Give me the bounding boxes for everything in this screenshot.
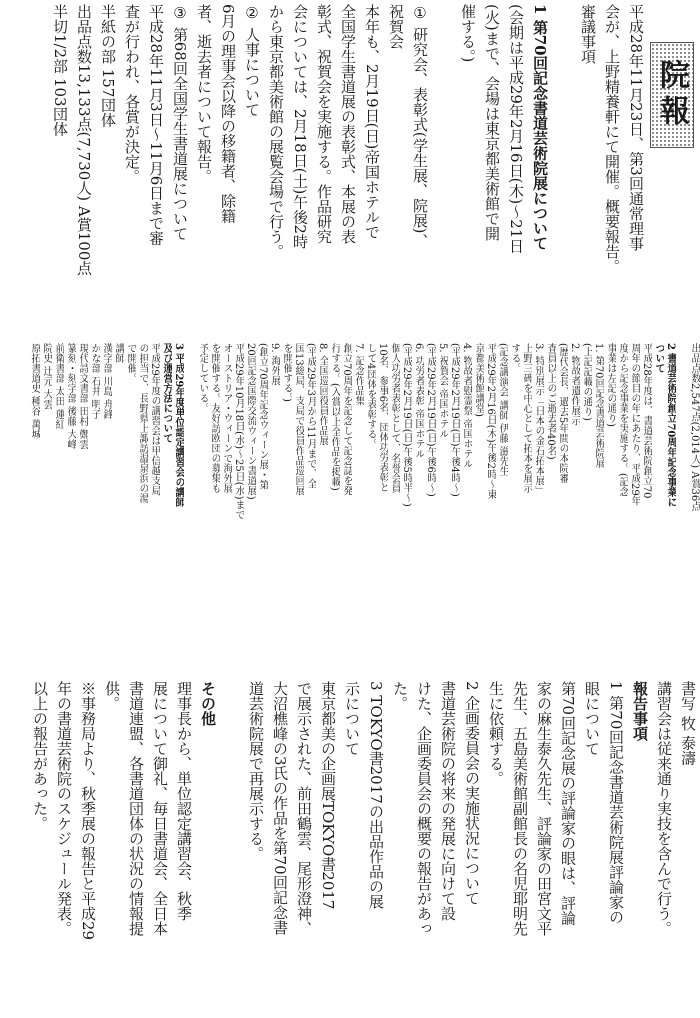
text-column: 査が行われ、各賞が決定。 <box>123 4 141 184</box>
text-column: オーストリア・ウィーンで海外展 <box>221 343 232 493</box>
text-column: で展示された、前田鶴雲、尾形澄神、 <box>295 681 313 936</box>
text-column: 5. 祝賀会 帝国ホテル <box>437 343 448 439</box>
text-column: から東京都美術館の展覧会場で行う。 <box>267 4 285 259</box>
text-column: 本年も、2月19日(日)帝国ホテルで <box>363 4 381 240</box>
text-column: 書写 牧 泰濤 <box>679 681 697 766</box>
text-column: 出品点数13,133点(7,730人) A賞100点 <box>75 4 93 276</box>
text-column: 者、逝去者について報告。 <box>195 4 213 184</box>
text-column: 大沼樵峰の3氏の作品を第70回記念書 <box>271 681 289 935</box>
text-column: 6. 功労者表彰 帝国ホテル <box>413 343 424 459</box>
text-column: 報告事項 <box>631 681 649 741</box>
text-column: ※事務局より、秋季展の報告と平成29 <box>79 681 97 941</box>
text-column: ① 研究会、表彰式(学生展、院展)、 <box>411 4 429 249</box>
text-column: 展について御礼、毎日書道会、全日本 <box>151 681 169 936</box>
text-column <box>184 343 196 675</box>
text-column: その他 <box>199 681 217 726</box>
text-column: かな部 石井 明子 <box>89 343 100 420</box>
text-column: (火)まで、会場は東京都美術館で開 <box>483 4 501 241</box>
text-column <box>676 343 688 675</box>
text-column: して4団体を表彰する。 <box>365 343 376 450</box>
text-column: 会については、2月18日(土)午後2時 <box>291 4 309 249</box>
text-column: 平成28年11月23日、第3回通常理事 <box>627 4 645 251</box>
text-column: 家の麻生泰久先生、評論家の田宮文平 <box>535 681 553 936</box>
text-column: 2. 物故者遺作展示 <box>569 343 580 426</box>
text-column: 半紙の部 157団体 <box>99 4 117 128</box>
text-column <box>220 681 244 1013</box>
text-column: 7. 記念作品集 <box>353 343 364 406</box>
text-column: 9. 海外展 <box>269 343 280 386</box>
text-column: 道芸術院展で再展示する。 <box>247 681 265 861</box>
text-column: 催する。) <box>459 4 477 63</box>
text-column: 生に依頼する。 <box>487 681 505 786</box>
text-column: 平成29年度の講習会は甲信越支局 <box>149 343 160 496</box>
text-column: 3 TOKYO書2017の出品作品の展 <box>367 681 385 909</box>
text-column: 眼について <box>583 681 601 756</box>
text-column: 平成29年2月16日(木)午後2時〜東 <box>485 343 496 499</box>
text-column: (創立70周年記念ウィーン展・第 <box>257 343 268 490</box>
text-column: (平成29年2月19日(日)午後4時〜) <box>449 343 460 497</box>
text-column: ② 人事について <box>243 4 261 117</box>
section-title-box: 院報 <box>650 42 694 148</box>
text-column: 京都美術館講堂) <box>473 343 484 417</box>
text-column: 彰式、祝賀会を実施する。作品研究 <box>315 4 333 244</box>
text-column: 4. 物故者慰霊祭 帝国ホテル <box>461 343 472 469</box>
text-column: 1. 第70回記念書道芸術院展 <box>593 343 604 469</box>
text-column: 周年の節目の年にあたり、平成29年 <box>629 343 640 506</box>
text-column: 全国学生書道展の表彰式、本展の表 <box>339 4 357 244</box>
text-column: けた、企画委員会の概要の報告があっ <box>415 681 433 936</box>
text-column: 書道芸術院の将来の発展に向けて設 <box>439 681 457 921</box>
text-column: 書道連盟、各書道団体の状況の情報提 <box>127 681 145 936</box>
text-column: 以上の報告があった。 <box>31 681 49 831</box>
text-column: 個人功労者表彰として、名誉会員 <box>389 343 400 493</box>
text-column: 院史 辻元 大雲 <box>41 343 52 410</box>
text-column: を開催する。友好訪欧団の募集も <box>209 343 220 493</box>
text-column: 講習会は従来通り実技を含んで行う。 <box>655 681 673 936</box>
text-column: (会期は平成29年2月16日(木)〜21日 <box>507 4 525 254</box>
text-column: 2 書道芸術院創立70周年記念事業に <box>665 343 676 508</box>
text-column: 創立70周年を記念して記念誌を発 <box>341 343 352 496</box>
text-column: を開催する。) <box>281 343 292 402</box>
text-column: 国13総局、支局で役員作品巡回展 <box>293 343 304 496</box>
text-column: 現代詩文書部 田村 鄭雲 <box>77 343 88 450</box>
text-column <box>552 4 576 336</box>
text-column: 20回記念国際交流ウィーン書道展) <box>245 343 256 500</box>
text-column: 平成29年10月18日(水)〜25日(水)まで <box>233 343 244 520</box>
article-tier-2 <box>0 343 700 679</box>
text-column: 6月の理事会以降の移籍者、除籍 <box>219 4 237 224</box>
text-column: で開催。 <box>125 343 136 383</box>
text-column: 1 第70回記念書道芸術院展評論家の <box>607 681 625 925</box>
article-tier-1 <box>0 4 700 340</box>
text-column: 祝賀会 <box>387 4 405 49</box>
text-column: 1 第70回記念書道芸術院展について <box>531 4 549 251</box>
text-column: する。 <box>509 343 520 373</box>
text-column: 10名、参事6名、団体功労表彰と <box>377 343 388 493</box>
text-column: 先生、五島美術館副館長の名児耶明先 <box>511 681 529 936</box>
text-column: 2 企画委員会の実施状況について <box>463 681 481 906</box>
text-column: 及び運営方法について <box>161 343 172 443</box>
text-column: 出品点数2,547点(2,014人) A賞36点 <box>689 343 700 512</box>
text-column: 原拓書道史 種谷 萬城 <box>29 343 40 440</box>
text-column: 年の書道芸術院のスケジュール発表。 <box>55 681 73 936</box>
text-column: 8. 全国巡回役員作品展 <box>317 343 328 446</box>
text-column: 平成28年度は、書道芸術院創立70 <box>641 343 652 499</box>
text-column: 供。 <box>103 681 121 711</box>
text-column: 理事長から、単位認定講習会、秋季 <box>175 681 193 921</box>
text-column: (上記記載の通り) <box>581 343 592 421</box>
text-column: 上野三碑を中心として拓本を展示 <box>521 343 532 493</box>
text-column: 東京都美の企画展TOKYO書2017 <box>319 681 337 910</box>
article-tier-3 <box>0 681 700 1017</box>
text-column: (歴代会長、過去5年間の本院審 <box>557 343 568 484</box>
text-column: 行する。(入賞以上全作品を掲載) <box>329 343 340 491</box>
text-column: (平成29年3月から11月まで、全 <box>305 343 316 489</box>
text-column: 講師 <box>113 343 124 363</box>
text-column: 示について <box>343 681 361 756</box>
text-column: ついて <box>653 343 664 373</box>
text-column: 漢字部 川島 舟鋒 <box>101 343 112 420</box>
text-column: 前衛書部 太田 蓮紅 <box>53 343 64 430</box>
text-column: 査員以上のご逝去者40名) <box>545 343 556 460</box>
text-column: 第70回記念展の評論家の眼は、評論 <box>559 681 577 926</box>
text-column: の担当で、長野県上諏訪温泉浜の湯 <box>137 343 148 503</box>
text-column: (平成29年2月19日(日)午後6時〜) <box>425 343 436 497</box>
text-column: 篆刻・刻字部 後藤 大峰 <box>65 343 76 450</box>
text-column: 度から記念事業を実施する。(記念 <box>617 343 628 497</box>
text-column: (平成29年2月19日(日)午後5時半〜) <box>401 343 412 507</box>
text-column: 平成28年11月3日〜11月6日まで審 <box>147 4 165 246</box>
text-column: 審議事項 <box>579 4 597 64</box>
text-column: た。 <box>391 681 409 711</box>
text-column: 3. 特別展示「日本の金石拓本展」 <box>533 343 544 496</box>
text-column: 会が、上野精養軒にて開催。概要報告。 <box>603 4 621 274</box>
text-column <box>432 4 456 336</box>
text-column: (記念講演会 講師 伊藤 滋先生 <box>497 343 508 477</box>
text-column: 3 平成29年度単位認定講習会の講師 <box>173 343 184 508</box>
text-column: ③ 第68回全国学生書道展について <box>171 4 189 241</box>
text-column: 事業は左記の通り) <box>605 343 616 427</box>
text-column: 予定している。 <box>197 343 208 413</box>
text-column: 半切1/2部 103団体 <box>51 4 69 137</box>
